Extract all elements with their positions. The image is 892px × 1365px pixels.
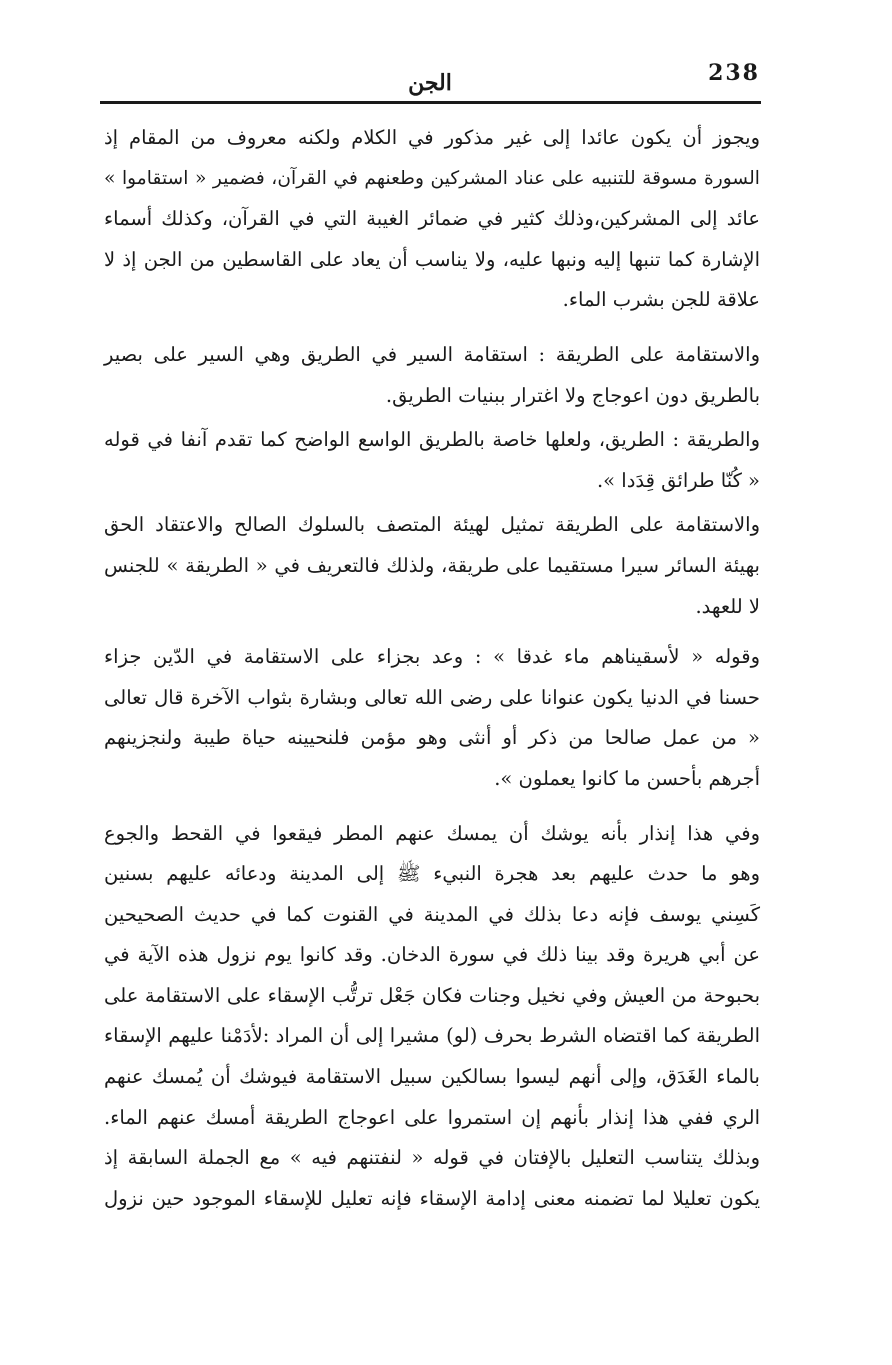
main-text bbox=[104, 118, 760, 1219]
text-line: بالطريق دون اعوجاج ولا اغترار ببنيات الطريق. bbox=[385, 383, 760, 407]
text-line: أجرهم بأحسن ما كانوا يعملون ». bbox=[494, 766, 760, 790]
text-line: بالماء الغَدَق، وإلى أنهم ليسوا بسالكين سبيل الاستقامة فيوشك أن يُمسك عنهم bbox=[104, 1065, 760, 1089]
paragraph-2 bbox=[104, 335, 760, 416]
text-line: كَسِني يوسف فإنه دعا بذلك في المدينة في القنوت كما في حديث الصحيحين bbox=[104, 902, 760, 926]
paragraph-1 bbox=[104, 118, 760, 321]
text-line: بهيئة السائر سيرا مستقيما على طريقة، ولذلك فالتعريف في « الطريقة » للجنس bbox=[104, 553, 760, 577]
text-line: الإشارة كما تنبها إليه ونبها عليه، ولا يناسب أن يعاد على القاسطين من الجن إذ لا bbox=[104, 247, 760, 271]
text-line: « من عمل صالحا من ذكر أو أنثى وهو مؤمن فلنحيينه حياة طيبة ولنجزينهم bbox=[104, 726, 760, 750]
text-line: والاستقامة على الطريقة تمثيل لهيئة المتصف بالسلوك الصالح والاعتقاد الحق bbox=[104, 513, 760, 537]
text-line: ويجوز أن يكون عائدا إلى غير مذكور في الكلام ولكنه معروف من المقام إذ bbox=[104, 126, 760, 149]
paragraph-4 bbox=[104, 505, 760, 627]
paragraph-3 bbox=[104, 420, 760, 501]
text-line: الري ففي هذا إنذار بأنهم إن استمروا على اعوجاج الطريقة أمسك عنهم الماء. bbox=[104, 1105, 760, 1129]
text-line: « كُنّا طرائق قِدَدا ». bbox=[596, 468, 760, 492]
text-line: والاستقامة على الطريقة : استقامة السير في الطريق وهي السير على بصير bbox=[104, 342, 760, 366]
text-line: والطريقة : الطريق، ولعلها خاصة بالطريق الواسع الواضح كما تقدم آنفا في قوله bbox=[104, 428, 760, 452]
text-line: وهو ما حدث عليهم بعد هجرة النبيء ﷺ إلى المدينة ودعائه عليهم بسنين bbox=[104, 862, 760, 886]
page-number: 238 bbox=[708, 60, 760, 86]
text-line: حسنا في الدنيا يكون عنوانا على رضى الله تعالى وبشارة بثواب الآخرة قال تعالى bbox=[104, 685, 760, 709]
text-line: عن أبي هريرة وقد بينا ذلك في سورة الدخان. وقد كانوا يوم نزول هذه الآية في bbox=[104, 943, 760, 967]
text-line: وقوله « لأسقيناهم ماء غدقا » : وعد بجزاء على الاستقامة في الدّين جزاء bbox=[104, 645, 760, 669]
text-line: وفي هذا إنذار بأنه يوشك أن يمسك عنهم المطر فيقعوا في القحط والجوع bbox=[104, 821, 760, 845]
text-line: عائد إلى المشركين،وذلك كثير في ضمائر الغيبة التي في القرآن، وكذلك أسماء bbox=[104, 207, 760, 231]
text-line: الطريقة كما اقتضاه الشرط بحرف (لو) مشيرا إلى أن المراد :لأدَمْنا عليهم الإسقاء bbox=[104, 1024, 760, 1048]
running-title: الجن bbox=[408, 70, 452, 96]
text-line: علاقة للجن بشرب الماء. bbox=[562, 288, 760, 312]
text-line: بحبوحة من العيش وفي نخيل وجنات فكان جَعْل ترتُّب الإسقاء على الاستقامة على bbox=[104, 983, 760, 1007]
text-line: لا للعهد. bbox=[695, 594, 760, 618]
paragraph-6 bbox=[104, 814, 760, 1220]
paragraph-5 bbox=[104, 637, 760, 799]
page-header bbox=[100, 56, 760, 100]
header-rule bbox=[100, 101, 761, 104]
text-line: وبذلك يتناسب التعليل بالإفتان في قوله « لنفتنهم فيه » مع الجملة السابقة إذ bbox=[104, 1146, 760, 1170]
text-line: السورة مسوقة للتنبيه على عناد المشركين وطعنهم في القرآن، فضمير « استقاموا » bbox=[104, 167, 760, 189]
text-line: يكون تعليلا لما تضمنه معنى إدامة الإسقاء فإنه تعليل للإسقاء الموجود حين نزول bbox=[104, 1186, 760, 1210]
